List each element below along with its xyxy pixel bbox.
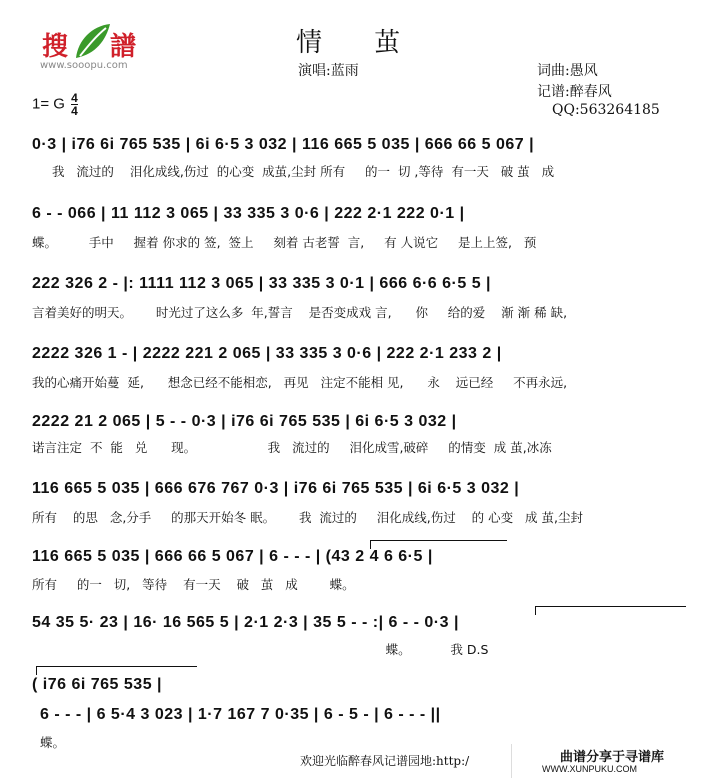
footer-site-url: WWW.XUNPUKU.COM [542, 764, 637, 774]
footer-site-box [511, 744, 704, 778]
leaf-icon [70, 22, 114, 62]
singer-label: 演唱: [298, 63, 331, 79]
logo [40, 22, 160, 74]
lyric-line-8: 蝶。 我 D.S [32, 642, 489, 657]
lyric-line-2: 蝶。 手中 握着 你求的 签, 签上 刻着 古老誓 言, 有 人说它 是上上签, 预 [32, 235, 537, 250]
song-title: 情 茧 [296, 28, 423, 58]
notation-line-9: ( i76 6i 765 535 | [32, 676, 163, 693]
transcriber-line [537, 81, 612, 101]
singer-name: 蓝雨 [330, 63, 359, 79]
lyric-line-1: 我 流过的 泪化成线,伤过 的心变 成茧,尘封 所有 的一 切 ,等待 有一天 破 茧 成 [52, 164, 555, 179]
lyric-line-7: 所有 的一 切, 等待 有一天 破 茧 成 蝶。 [32, 577, 355, 592]
key-text: 1= G [32, 95, 65, 113]
time-sig-top: 4 [71, 91, 78, 105]
footer-site-name: 曲谱分享于寻谱库 [560, 750, 665, 765]
notation-line-10: 6 - - - | 6 5·4 3 023 | 1·7 167 7 0·35 | 6 - 5 - | 6 - - - || [40, 706, 441, 723]
volta-1 [370, 540, 507, 549]
qq-label: QQ: [552, 102, 580, 118]
composer-name: 愚风 [569, 63, 598, 79]
singer-line [298, 60, 359, 80]
time-sig-bottom: 4 [71, 104, 78, 118]
logo-right-char: 譜 [110, 32, 137, 62]
footer-welcome: 欢迎光临醉春风记谱园地:http:/ [300, 754, 470, 768]
key-signature [32, 92, 78, 117]
notation-line-5: 2222 21 2 065 | 5 - - 0·3 | i76 6i 765 535 | 6i 6·5 3 032 | [32, 413, 457, 430]
notation-line-7: 116 665 5 035 | 666 66 5 067 | 6 - - - | (43 2 4 6 6·5 | [32, 548, 433, 565]
notation-line-8: 54 35 5· 23 | 16· 16 565 5 | 2·1 2·3 | 35 5 - - :| 6 - - 0·3 | [32, 614, 459, 631]
notation-line-2: 6 - - 066 | 11 112 3 065 | 33 335 3 0·6 | 222 2·1 222 0·1 | [32, 205, 465, 222]
volta-3 [36, 666, 197, 675]
notation-line-6: 116 665 5 035 | 666 676 767 0·3 | i76 6i 765 535 | 6i 6·5 3 032 | [32, 480, 520, 497]
volta-2 [535, 606, 686, 615]
lyric-line-4: 我的心痛开始蔓 延, 想念已经不能相恋, 再见 注定不能相 见, 永 远已经 不再永远, [32, 375, 568, 390]
time-signature [71, 92, 78, 117]
notation-line-4: 2222 326 1 - | 2222 221 2 065 | 33 335 3 0·6 | 222 2·1 233 2 | [32, 345, 502, 362]
logo-url: www.sooopu.com [40, 60, 128, 71]
qq-line [552, 102, 660, 118]
logo-left-char: 搜 [42, 32, 69, 62]
qq-number: 563264185 [579, 102, 660, 118]
transcriber-label: 记谱: [537, 84, 570, 100]
lyric-line-3: 言着美好的明天。 时光过了这么多 年,誓言 是否变成戏 言, 你 给的爱 渐 渐 稀 缺, [32, 305, 568, 320]
composer-line [537, 60, 598, 80]
lyric-line-6: 所有 的思 念,分手 的那天开始冬 眠。 我 流过的 泪化成线,伤过 的 心变 成 茧,尘封 [32, 510, 583, 525]
notation-line-3: 222 326 2 - |: 1111 112 3 065 | 33 335 3 0·1 | 666 6·6 6·5 5 | [32, 275, 492, 292]
composer-label: 词曲: [537, 63, 570, 79]
transcriber-name: 醉春风 [569, 84, 612, 100]
notation-line-1: 0·3 | i76 6i 765 535 | 6i 6·5 3 032 | 116 665 5 035 | 666 66 5 067 | [32, 136, 535, 153]
lyric-line-10: 蝶。 [40, 735, 66, 750]
lyric-line-5: 诺言注定 不 能 兑 现。 我 流过的 泪化成雪,破碎 的情变 成 茧,冰冻 [32, 440, 552, 455]
